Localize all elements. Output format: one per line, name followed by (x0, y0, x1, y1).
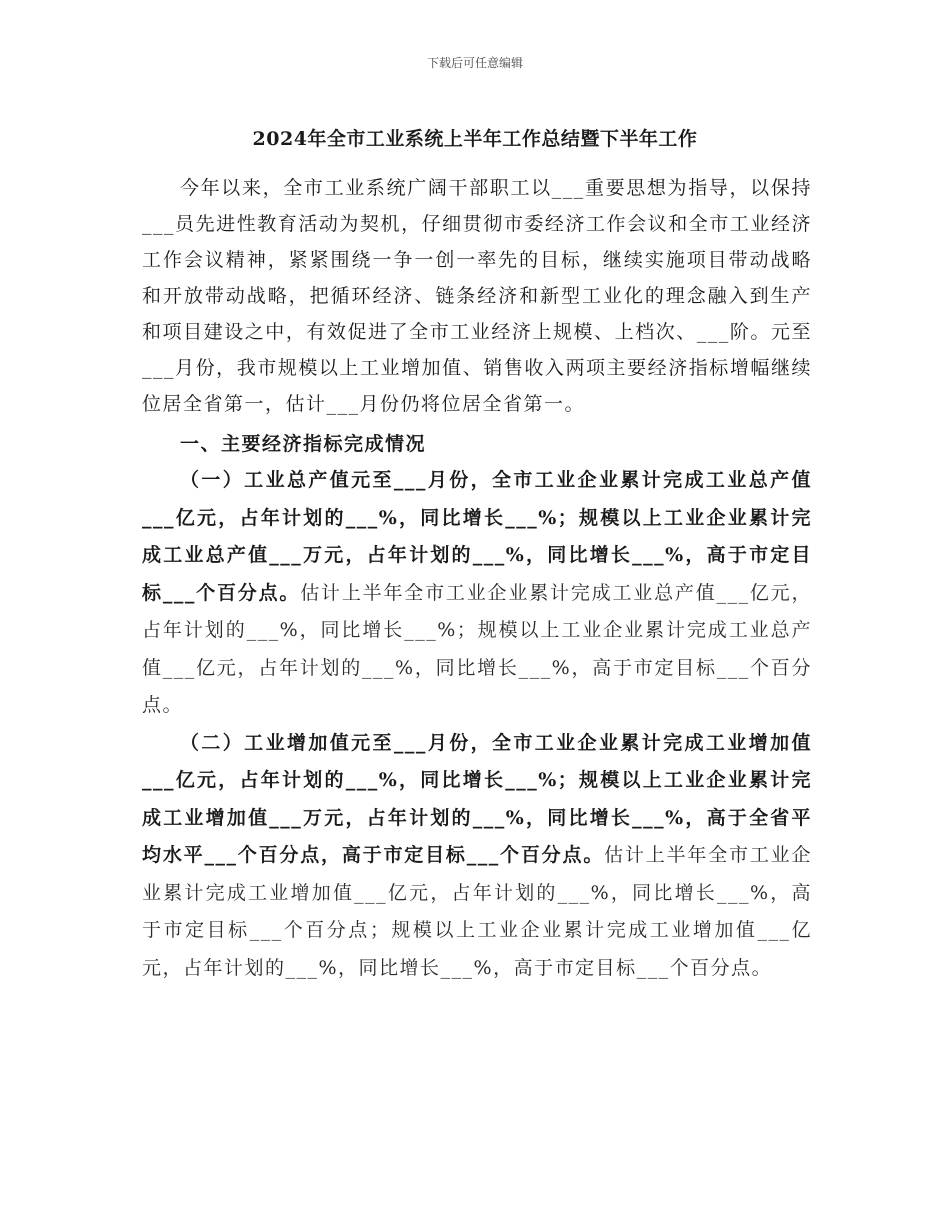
item2-bold-text: （二）工业增加值元至___月份，全市工业企业累计完成工业增加值___亿元，占年计划的___%，同比增长___%；规模以上工业企业累计完成工业增加值___万元，占年计划的___%，同比增长___%，高于全省平均水平___个百分点，高于市定目标___个百分点。 (142, 731, 812, 866)
section-heading: 一、主要经济指标完成情况 (180, 433, 427, 455)
document-body (142, 170, 812, 987)
item-paragraph-2 (142, 725, 812, 988)
item-paragraph-1 (142, 462, 812, 725)
header-note: 下载后可任意编辑 (426, 56, 523, 70)
item1-bold-text: （一）工业总产值元至___月份，全市工业企业累计完成工业总产值___亿元，占年计划的___%，同比增长___%；规模以上工业企业累计完成工业总产值___万元，占年计划的___%，同比增长___%，高于市定目标___个百分点。 (142, 469, 812, 604)
item2-normal-text: 估计上半年全市工业企业累计完成工业增加值___亿元，占年计划的___%，同比增长___%，高于市定目标___个百分点；规模以上工业企业累计完成工业增加值___亿元，占年计划的___%，同比增长___%，高于市定目标___个百分点。 (142, 844, 812, 979)
item1-normal-text: 估计上半年全市工业企业累计完成工业总产值___亿元，占年计划的___%，同比增长___%；规模以上工业企业累计完成工业总产值___亿元，占年计划的___%，同比增长___%，高于市定目标___个百分点。 (142, 581, 812, 716)
document-title: 2024年全市工业系统上半年工作总结暨下半年工作 (252, 128, 698, 150)
intro-paragraph: 今年以来，全市工业系统广阔干部职工以___重要思想为指导，以保持___员先进性教育活动为契机，仔细贯彻市委经济工作会议和全市工业经济工作会议精神，紧紧围绕一争一创一率先的目标，继续实施项目带动战略和开放带动战略，把循环经济、链条经济和新型工业化的理念融入到生产和项目建设之中，有效促进了全市工业经济上规模、上档次、___阶。元至___月份，我市规模以上工业增加值、销售收入两项主要经济指标增幅继续位居全省第一，估计___月份仍将位居全省第一。 (142, 177, 812, 415)
